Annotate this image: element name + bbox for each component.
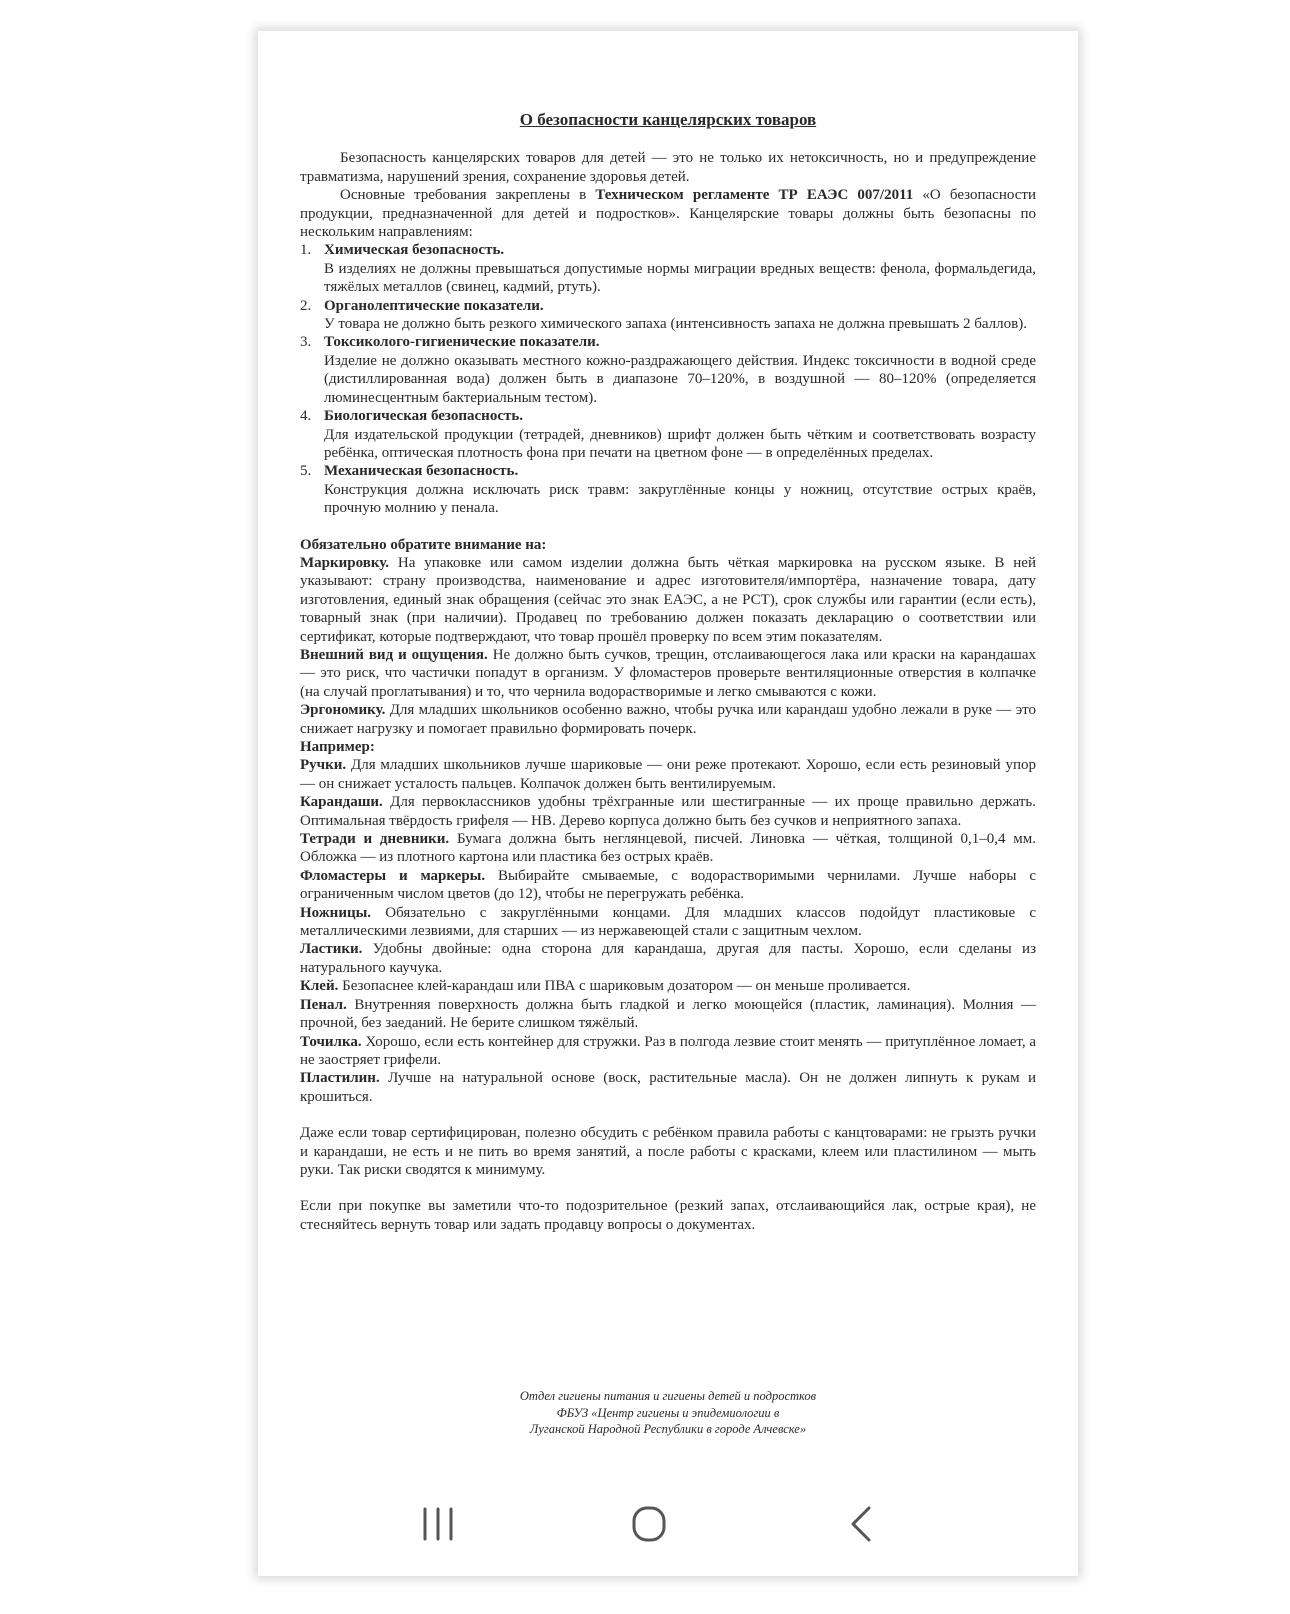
attention-text: На упаковке или самом изделии должна быть чёткая маркировка на русском языке. В ней указывают: страну производства, наименование и адрес изготовителя/импортёра, назначение товара, дату изготовления, единый знак обращения (сейчас это знак ЕАЭС, а не РСТ), срок службы или гарантии (если есть), товарный знак (при наличии). Продавец по требованию должен показать декларацию о соответствии или сертификат, которые подтверждают, что товар прошёл проверку по всем этим показателям. — [300, 554, 1036, 645]
list-text: В изделиях не должны превышаться допустимые нормы миграции вредных веществ: фенола, формальдегида, тяжёлых металлов (свинец, кадмий, ртуть). — [324, 260, 1036, 296]
example-term: Точилка. — [300, 1033, 362, 1050]
example-item — [300, 996, 1036, 1033]
attention-text: Не должно быть сучков, трещин, отслаивающегося лака или краски на карандашах — это риск, что частички попадут в организм. У фломастеров проверьте вентиляционные отверстия в колпачке (на случай проглатывания) и то, что чернила водорастворимые и легко смываются с кожи. — [300, 646, 1036, 700]
list-item — [300, 241, 1036, 296]
signature-line: Луганской Народной Республики в городе Алчевске» — [529, 1422, 807, 1436]
attention-heading-text: Обязательно обратите внимание на: — [300, 536, 547, 553]
list-number: 4. — [300, 408, 312, 425]
example-text: Безопаснее клей-карандаш или ПВА с шариковым дозатором — он меньше проливается. — [338, 978, 911, 995]
safety-directions-list — [300, 241, 1036, 517]
example-item — [300, 1033, 1036, 1070]
intro-paragraph-2 — [300, 186, 1036, 241]
example-term: Тетради и дневники. — [300, 831, 450, 848]
closing-paragraph-2: Если при покупке вы заметили что-то подозрительное (резкий запах, отслаивающийся лак, острые края), не стесняйтесь вернуть товар или задать продавцу вопросы о документах. — [300, 1198, 1036, 1233]
closing-paragraph-1: Даже если товар сертифицирован, полезно обсудить с ребёнком правила работы с канцтоварами: не грызть ручки и карандаши, не есть и не пить во время занятий, а после работы с красками, клеем или пластилином — мыть руки. Так риски сводятся к минимуму. — [300, 1125, 1036, 1178]
example-item — [300, 867, 1036, 904]
list-item — [300, 297, 1036, 334]
list-heading: Биологическая безопасность. — [324, 408, 524, 425]
example-text: Выбирайте смываемые, с водорастворимыми чернилами. Лучше наборы с ограниченным числом цветов (до 12), чтобы не перегружать ребёнка. — [300, 867, 1037, 903]
example-text: Лучше на натуральной основе (воск, растительные масла). Он не должен липнуть к рукам и крошиться. — [300, 1070, 1036, 1105]
example-item — [300, 977, 1036, 995]
example-heading-text: Например: — [300, 739, 375, 755]
example-text: Для первоклассников удобны трёхгранные или шестигранные — их проще правильно держать. Оптимальная твёрдость грифеля — HB. Дерево корпуса должно быть без сучков и неприятного запаха. — [300, 794, 1036, 829]
document-page — [258, 31, 1078, 1576]
attention-term: Маркировку. — [300, 554, 390, 571]
attention-item — [300, 554, 1036, 646]
list-item — [300, 462, 1036, 517]
example-term: Ручки. — [300, 757, 347, 774]
back-button[interactable] — [831, 1499, 891, 1549]
list-number: 5. — [300, 463, 312, 480]
list-text: Для издательской продукции (тетрадей, дневников) шрифт должен быть чётким и соответствовать возрасту ребёнка, оптическая плотность фона при печати на цветном фоне — в определённых пределах. — [324, 426, 1036, 461]
example-item — [300, 830, 1036, 867]
example-term: Ножницы. — [300, 904, 372, 921]
signature-line: Отдел гигиены питания и гигиены детей и подростков — [519, 1389, 817, 1403]
recents-button[interactable] — [408, 1499, 468, 1549]
navigation-bar — [258, 1499, 1078, 1549]
home-button[interactable] — [619, 1499, 679, 1549]
signature-block — [258, 1388, 1078, 1438]
attention-item — [300, 701, 1036, 738]
list-heading: Химическая безопасность. — [324, 242, 505, 259]
example-text: Внутренняя поверхность должна быть гладкой и легко моющейся (пластик, ламинация). Молния — прочной, без заеданий. Не берите слишком тяжёлый. — [300, 996, 1036, 1032]
list-item — [300, 407, 1036, 462]
list-number: 1. — [300, 242, 312, 259]
attention-heading — [300, 536, 1036, 554]
example-item — [300, 904, 1036, 941]
example-term: Пенал. — [300, 996, 347, 1013]
home-icon — [619, 1499, 679, 1549]
back-icon — [831, 1499, 891, 1549]
list-item — [300, 333, 1036, 407]
recents-icon — [408, 1499, 468, 1549]
example-term: Пластилин. — [300, 1070, 380, 1087]
example-heading — [300, 738, 1036, 756]
list-text: Конструкция должна исключать риск травм: закруглённые концы у ножниц, отсутствие острых краёв, прочную молнию у пенала. — [324, 481, 1036, 517]
attention-term: Внешний вид и ощущения. — [300, 646, 488, 663]
list-text: У товара не должно быть резкого химического запаха (интенсивность запаха не должна превышать 2 баллов). — [324, 316, 1027, 333]
intro-text-rest: «О безопасности продукции, предназначенной для детей и подростков». Канцелярские товары должны быть безопасны по нескольким направлениям: — [300, 187, 1036, 241]
intro-text: Основные требования закреплены в — [340, 187, 596, 204]
example-text: Для младших школьников лучше шариковые — они реже протекают. Хорошо, если есть резиновый упор — он снижает усталость пальцев. Колпачок должен быть вентилируемым. — [300, 757, 1036, 792]
document-title: О безопасности канцелярских товаров — [519, 110, 817, 129]
list-heading: Токсиколого-гигиенические показатели. — [324, 334, 600, 351]
example-item — [300, 1069, 1036, 1106]
list-heading: Органолептические показатели. — [324, 297, 544, 314]
example-term: Ластики. — [300, 941, 363, 958]
example-item — [300, 940, 1036, 977]
list-text: Изделие не должно оказывать местного кожно-раздражающего действия. Индекс токсичности в водной среде (дистиллированная вода) должен быть в диапазоне 70–120%, в воздушной — 80–120% (определяется люминесцентным бактериальным тестом). — [324, 352, 1036, 406]
example-term: Фломастеры и маркеры. — [300, 867, 486, 884]
example-term: Карандаши. — [300, 794, 383, 811]
example-text: Хорошо, если есть контейнер для стружки. Раз в полгода лезвие стоит менять — притуплённое ломает, а не заостряет грифели. — [300, 1033, 1036, 1068]
list-number: 3. — [300, 334, 312, 351]
document-body — [300, 111, 1036, 1234]
example-text: Обязательно с закруглёнными концами. Для младших классов подойдут пластиковые с металлическими лезвиями, для старших — из нержавеющей стали с защитным чехлом. — [300, 904, 1036, 940]
attention-item — [300, 646, 1036, 701]
attention-text: Для младших школьников особенно важно, чтобы ручка или карандаш удобно лежали в руке — это снижает нагрузку и помогает правильно формировать почерк. — [300, 702, 1036, 737]
example-item — [300, 756, 1036, 793]
list-number: 2. — [300, 297, 312, 314]
example-text: Удобны двойные: одна сторона для карандаша, другая для пасты. Хорошо, если сделаны из натурального каучука. — [300, 941, 1036, 976]
example-term: Клей. — [300, 978, 339, 995]
example-item — [300, 793, 1036, 830]
signature-line: ФБУЗ «Центр гигиены и эпидемиологии в — [556, 1405, 780, 1420]
attention-term: Эргономику. — [300, 702, 386, 719]
regulation-name: Техническом регламенте ТР ЕАЭС 007/2011 — [595, 187, 914, 204]
list-heading: Механическая безопасность. — [324, 463, 519, 480]
intro-paragraph-1: Безопасность канцелярских товаров для детей — это не только их нетоксичность, но и предупреждение травматизма, нарушений зрения, сохранение здоровья детей. — [300, 150, 1036, 185]
example-text: Бумага должна быть неглянцевой, писчей. Линовка — чёткая, толщиной 0,1–0,4 мм. Обложка — из плотного картона или пластика без острых краёв. — [300, 831, 1036, 866]
